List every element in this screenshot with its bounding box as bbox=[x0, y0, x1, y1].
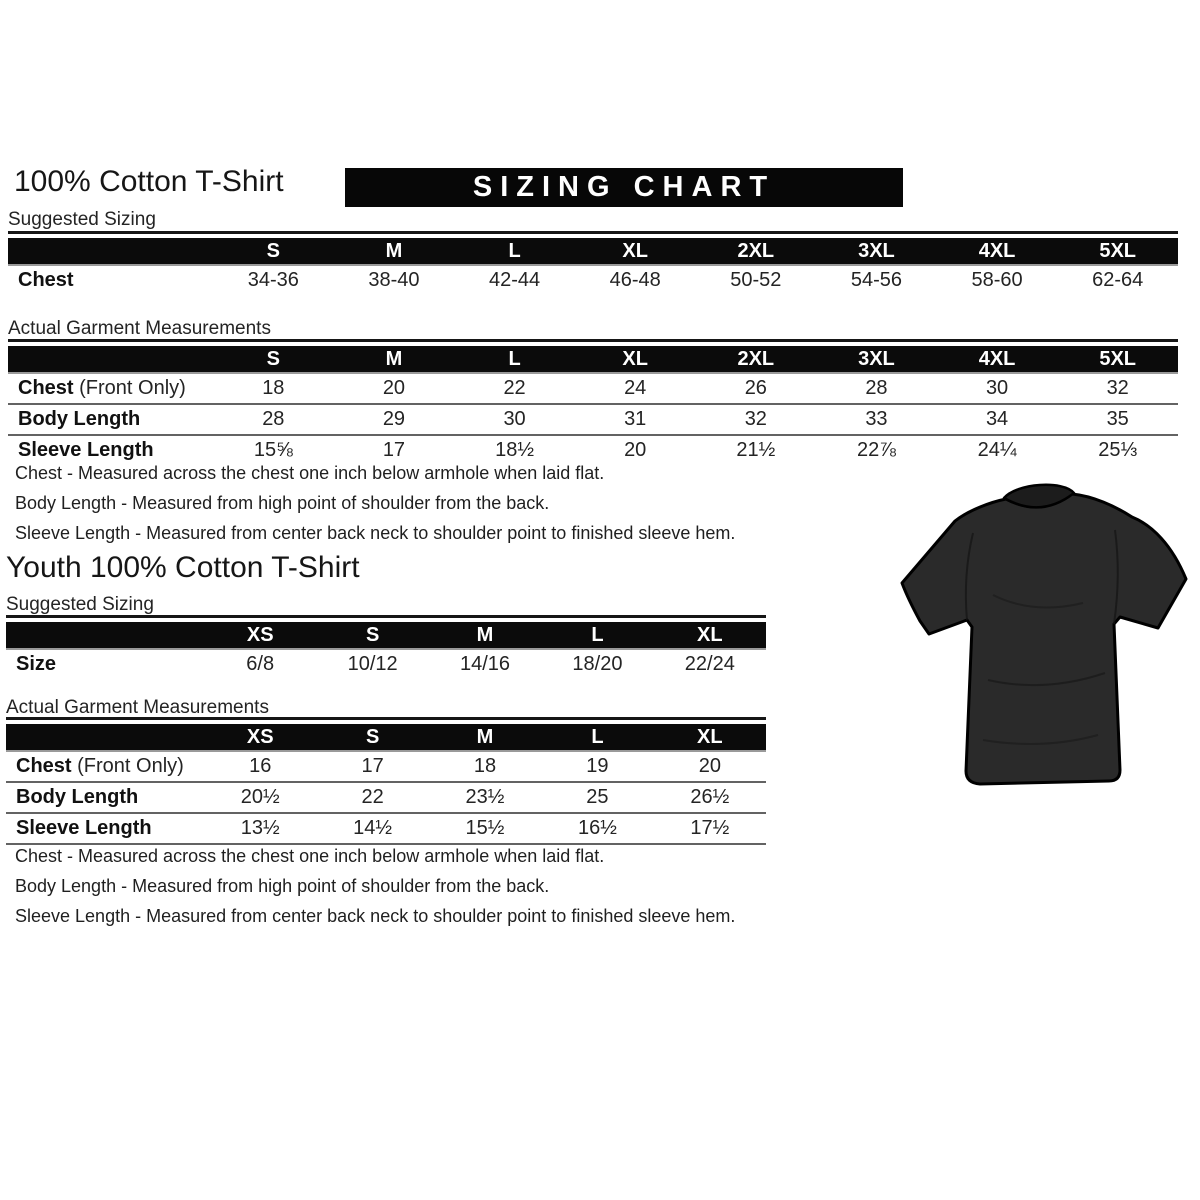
measurement-cell: 38-40 bbox=[368, 269, 420, 291]
measurement-cell: 15⅝ bbox=[253, 439, 293, 461]
measurement-cell: 20 bbox=[624, 439, 647, 461]
sizing-chart-banner bbox=[345, 168, 903, 207]
measurement-cell: 54-56 bbox=[850, 269, 903, 291]
size-column-header: XL bbox=[622, 347, 648, 370]
measurement-cell: 17 bbox=[382, 439, 406, 461]
measurement-cell: 50-52 bbox=[730, 269, 782, 291]
size-column-header: S bbox=[266, 347, 280, 370]
tshirt-body bbox=[902, 494, 1186, 784]
measurement-cell: 24 bbox=[624, 377, 647, 399]
measurement-cell: 46-48 bbox=[609, 269, 661, 291]
size-column-header: XL bbox=[697, 725, 723, 748]
size-column-header: 4XL bbox=[978, 239, 1016, 262]
section-label-suggested-youth: Suggested Sizing bbox=[6, 594, 154, 615]
measurement-row bbox=[8, 403, 1178, 434]
measurement-row bbox=[6, 812, 766, 845]
size-column-header: L bbox=[508, 347, 521, 370]
measurement-cell: 33 bbox=[865, 408, 888, 430]
size-column-header: L bbox=[591, 623, 604, 646]
measurement-cell: 6/8 bbox=[246, 653, 275, 675]
measurement-cell: 25⅓ bbox=[1098, 439, 1138, 461]
size-column-header: M bbox=[385, 347, 403, 370]
size-column-header: 3XL bbox=[858, 239, 895, 262]
measurement-cell: 20 bbox=[698, 755, 721, 777]
size-column-header: M bbox=[385, 239, 403, 262]
measurement-row bbox=[6, 752, 766, 781]
measurement-cell: 16 bbox=[249, 755, 272, 777]
measurement-cell: 19 bbox=[586, 755, 609, 777]
note-body-length: Body Length - Measured from high point of shoulder from the back. bbox=[15, 493, 550, 513]
measurement-cell: 13½ bbox=[240, 817, 280, 839]
sizing-chart-banner-text: SIZING CHART bbox=[472, 171, 776, 203]
note-chest: Chest - Measured across the chest one inch below armhole when laid flat. bbox=[15, 463, 605, 483]
size-header-row bbox=[8, 238, 1178, 266]
measurement-cell: 34 bbox=[985, 408, 1009, 430]
row-label: Size bbox=[16, 653, 57, 675]
size-column-header: 4XL bbox=[978, 347, 1016, 370]
measurement-row bbox=[6, 781, 766, 812]
measurement-cell: 20 bbox=[382, 377, 406, 399]
size-column-header: M bbox=[476, 623, 494, 646]
measurement-cell: 32 bbox=[744, 408, 767, 430]
size-column-header: XS bbox=[246, 725, 274, 748]
measurement-row bbox=[8, 434, 1178, 465]
measurement-row bbox=[8, 374, 1178, 403]
youth-page-title: Youth 100% Cotton T-Shirt bbox=[6, 551, 360, 584]
tshirt-graphic bbox=[893, 475, 1195, 807]
note-sleeve-length: Sleeve Length - Measured from center back neck to shoulder point to finished sleeve hem. bbox=[15, 523, 736, 543]
measurement-cell: 29 bbox=[382, 408, 406, 430]
measurement-cell: 22⅞ bbox=[856, 439, 896, 461]
measurement-cell: 16½ bbox=[577, 817, 617, 839]
size-column-header: 3XL bbox=[858, 347, 895, 370]
measurement-cell: 22 bbox=[361, 786, 384, 808]
measurement-row bbox=[6, 650, 766, 679]
page-title: 100% Cotton T-Shirt bbox=[14, 165, 284, 198]
row-label: Sleeve Length bbox=[16, 817, 152, 839]
size-column-header: XL bbox=[622, 239, 648, 262]
measurement-cell: 14/16 bbox=[459, 653, 511, 675]
adult-suggested-sizing-table bbox=[8, 231, 1178, 295]
measurement-cell: 23½ bbox=[465, 786, 505, 808]
size-column-header: 2XL bbox=[737, 239, 775, 262]
youth-suggested-sizing-table bbox=[6, 615, 766, 679]
measurement-cell: 24¼ bbox=[977, 439, 1017, 461]
row-label: Chest (Front Only) bbox=[18, 377, 186, 399]
measurement-cell: 18 bbox=[473, 755, 497, 777]
size-header-row bbox=[6, 724, 766, 752]
size-column-header: XS bbox=[246, 623, 274, 646]
section-label-suggested-adult: Suggested Sizing bbox=[8, 209, 156, 230]
measurement-cell: 58-60 bbox=[971, 269, 1023, 291]
row-label: Chest bbox=[18, 269, 74, 291]
measurement-cell: 18½ bbox=[495, 439, 535, 461]
measurement-cell: 28 bbox=[262, 408, 285, 430]
row-label: Chest (Front Only) bbox=[16, 755, 184, 777]
measurement-cell: 31 bbox=[624, 408, 647, 430]
measurement-cell: 30 bbox=[503, 408, 526, 430]
youth-note-body-length: Body Length - Measured from high point of shoulder from the back. bbox=[15, 876, 550, 896]
size-column-header: M bbox=[476, 725, 494, 748]
adult-actual-measurements-table bbox=[8, 339, 1178, 465]
measurement-cell: 30 bbox=[985, 377, 1009, 399]
measurement-cell: 25 bbox=[586, 786, 609, 808]
row-label: Body Length bbox=[16, 786, 139, 808]
black-tshirt-image bbox=[893, 475, 1195, 807]
size-column-header: L bbox=[591, 725, 604, 748]
size-column-header: S bbox=[365, 623, 380, 646]
measurement-cell: 10/12 bbox=[347, 653, 398, 675]
measurement-cell: 62-64 bbox=[1092, 269, 1144, 291]
measurement-cell: 26 bbox=[744, 377, 767, 399]
measurement-cell: 17½ bbox=[690, 817, 730, 839]
size-column-header: S bbox=[365, 725, 380, 748]
measurement-cell: 20½ bbox=[240, 786, 280, 808]
size-column-header: L bbox=[508, 239, 521, 262]
measurement-cell: 21½ bbox=[736, 439, 776, 461]
youth-actual-measurements-table bbox=[6, 717, 766, 845]
measurement-cell: 22/24 bbox=[684, 653, 735, 675]
section-label-actual-adult: Actual Garment Measurements bbox=[8, 318, 271, 339]
size-column-header: S bbox=[266, 239, 280, 262]
measurement-cell: 35 bbox=[1106, 408, 1129, 430]
measurement-cell: 14½ bbox=[353, 817, 393, 839]
measurement-cell: 15½ bbox=[465, 817, 505, 839]
row-label: Sleeve Length bbox=[18, 439, 154, 461]
section-label-actual-youth: Actual Garment Measurements bbox=[6, 697, 269, 718]
size-header-row bbox=[8, 346, 1178, 374]
measurement-cell: 18/20 bbox=[572, 653, 623, 675]
youth-note-sleeve-length: Sleeve Length - Measured from center back neck to shoulder point to finished sleeve hem. bbox=[15, 906, 736, 926]
measurement-cell: 26½ bbox=[690, 786, 730, 808]
size-column-header: 2XL bbox=[737, 347, 775, 370]
measurement-cell: 17 bbox=[361, 755, 384, 777]
measurement-cell: 22 bbox=[503, 377, 526, 399]
measurement-cell: 28 bbox=[865, 377, 888, 399]
youth-note-chest: Chest - Measured across the chest one inch below armhole when laid flat. bbox=[15, 846, 605, 866]
measurement-cell: 32 bbox=[1106, 377, 1129, 399]
measurement-cell: 42-44 bbox=[488, 269, 541, 291]
size-column-header: 5XL bbox=[1099, 347, 1137, 370]
size-column-header: 5XL bbox=[1099, 239, 1137, 262]
size-header-row bbox=[6, 622, 766, 650]
size-column-header: XL bbox=[697, 623, 723, 646]
row-label: Body Length bbox=[18, 408, 141, 430]
measurement-cell: 34-36 bbox=[247, 269, 299, 291]
measurement-row bbox=[8, 266, 1178, 295]
measurement-cell: 18 bbox=[262, 377, 285, 399]
